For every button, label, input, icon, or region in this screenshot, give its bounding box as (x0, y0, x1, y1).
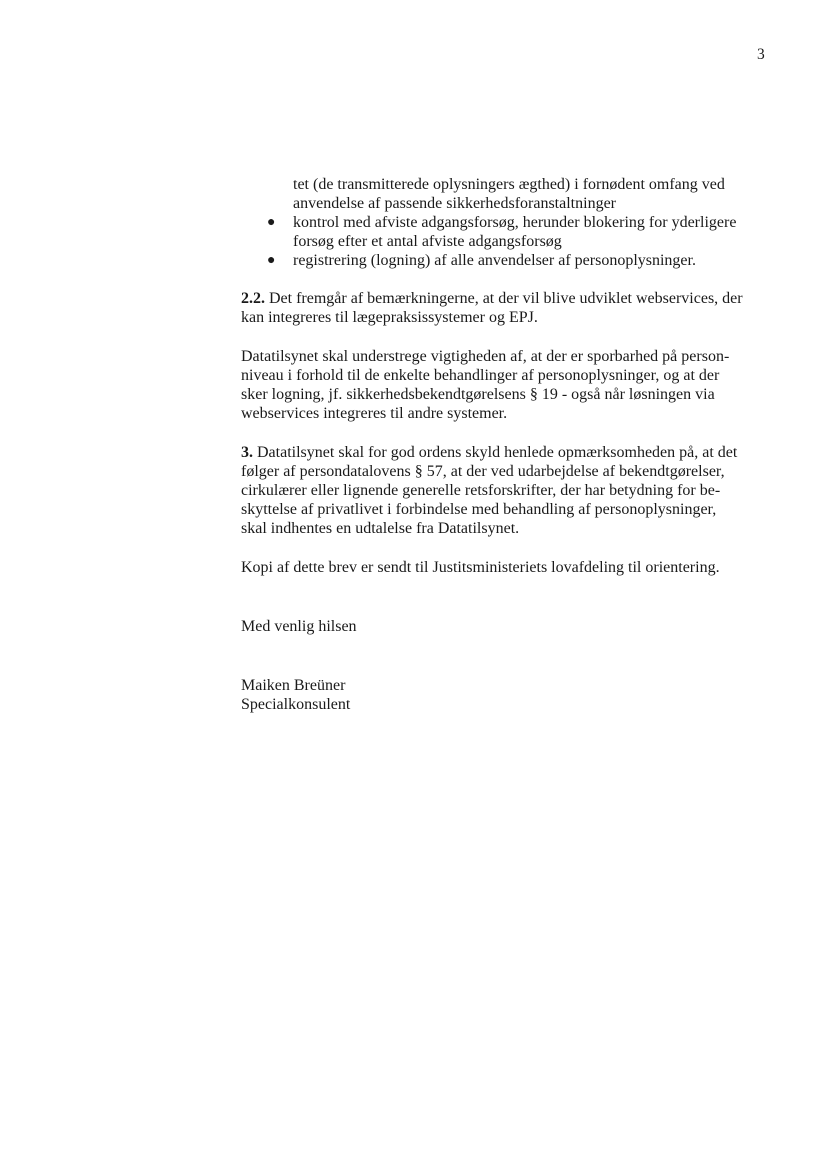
section-2-2-line (241, 289, 781, 308)
bullet-line-text: forsøg efter et antal afviste adgangsforsøg (293, 233, 562, 250)
signature-title: Specialkonsulent (241, 696, 351, 713)
section-3-line (241, 443, 781, 462)
bullet-line-text: registrering (logning) af alle anvendelser af personoplysninger. (293, 252, 696, 269)
signature-name: Maiken Breüner (241, 677, 346, 694)
section-3-line: skyttelse af privatlivet i forbindelse med behandling af personoplysninger, (241, 501, 717, 518)
copy-note: Kopi af dette brev er sendt til Justitsministeriets lovafdeling til orientering. (241, 559, 720, 576)
bullet-item (241, 213, 781, 232)
section-number: 3. (241, 444, 253, 461)
bullet-line-text: kontrol med afviste adgangsforsøg, herunder blokering for yderligere (293, 214, 737, 231)
continuation-line: anvendelse af passende sikkerhedsforanstaltninger (293, 195, 616, 212)
bullet-item (241, 251, 781, 270)
section-3-line: skal indhentes en udtalelse fra Datatilsynet. (241, 520, 520, 537)
bullet-icon: ● (267, 253, 276, 268)
paragraph-line: Datatilsynet skal understrege vigtigheden af, at der er sporbarhed på person- (241, 348, 730, 365)
section-text: Det fremgår af bemærkningerne, at der vil blive udviklet webservices, der (265, 290, 743, 307)
letter-body (241, 175, 781, 714)
paragraph-line: sker logning, jf. sikkerhedsbekendtgørelsens § 19 - også når løsningen via (241, 386, 715, 403)
page-number: 3 (757, 46, 765, 63)
continuation-line: tet (de transmitterede oplysningers ægthed) i fornødent omfang ved (293, 176, 725, 193)
paragraph-line: niveau i forhold til de enkelte behandlinger af personoplysninger, og at der (241, 367, 720, 384)
bullet-icon: ● (267, 215, 276, 230)
section-3-line: cirkulærer eller lignende generelle retsforskrifter, der har betydning for be- (241, 482, 721, 499)
section-3-line: følger af persondatalovens § 57, at der ved udarbejdelse af bekendtgørelser, (241, 463, 725, 480)
paragraph-line: webservices integreres til andre systemer. (241, 405, 508, 422)
section-text: Datatilsynet skal for god ordens skyld henlede opmærksomheden på, at det (253, 444, 738, 461)
section-2-2-line: kan integreres til lægepraksissystemer og EPJ. (241, 309, 538, 326)
section-number: 2.2. (241, 290, 265, 307)
closing: Med venlig hilsen (241, 618, 357, 635)
